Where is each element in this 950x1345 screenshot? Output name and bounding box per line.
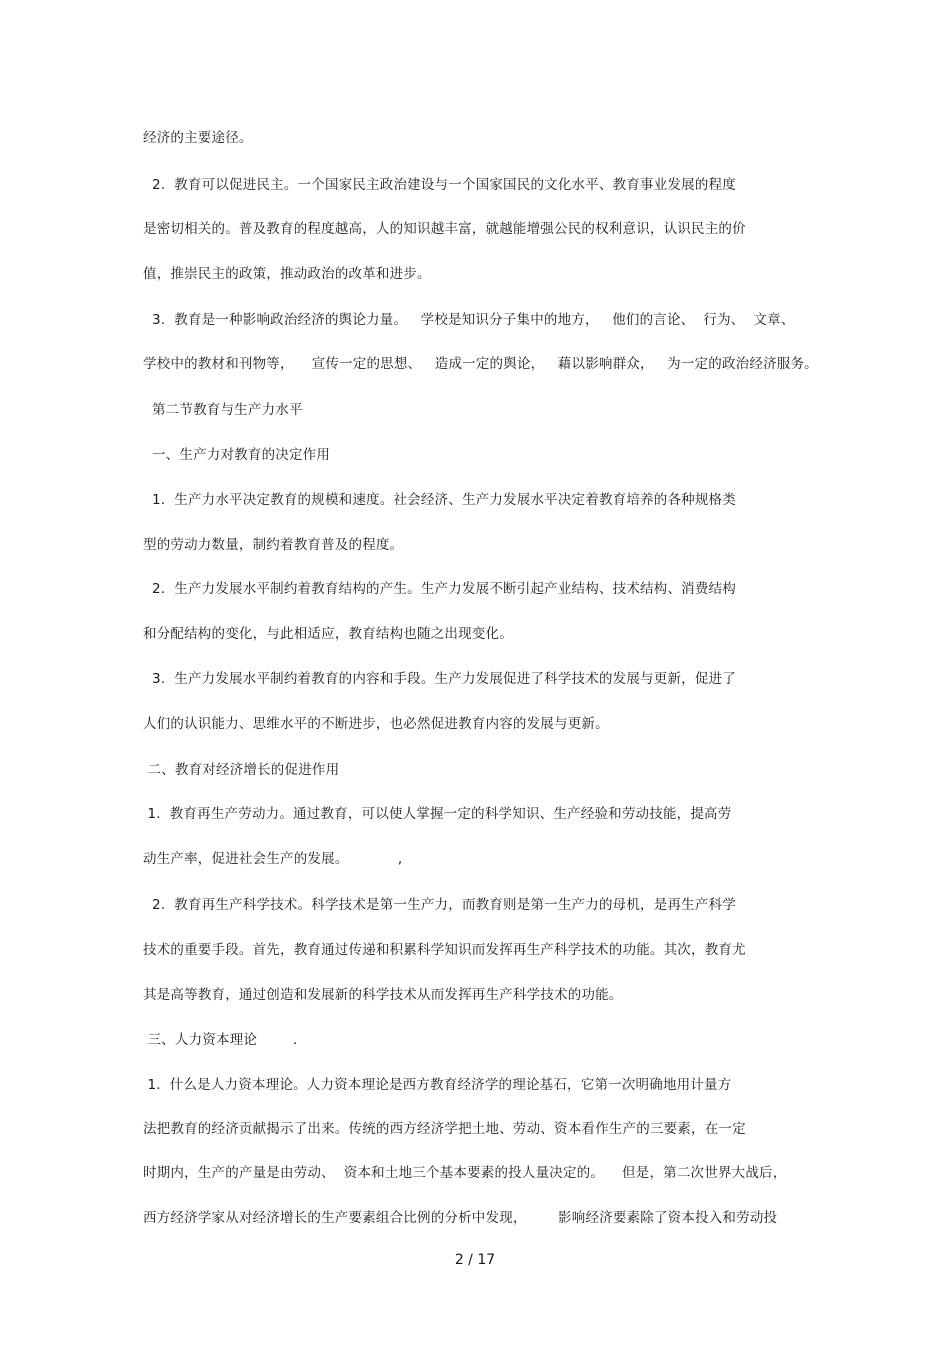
section-heading: 第二节教育与生产力水平 (143, 402, 303, 418)
text-line: 型的劳动力数量，制约着教育普及的程度。 (143, 537, 404, 553)
text-line: 法把教育的经济贡献揭示了出来。传统的西方经济学把土地、劳动、资本看作生产的三要素，在一定 (143, 1121, 746, 1137)
text-line: 3. 教育是一种影响政治经济的舆论力量。 学校是知识分子集中的地方， 他们的言论、 行为、 文章、 (143, 312, 795, 328)
subsection-heading: 三、人力资本理论 . (143, 1032, 298, 1048)
text-line: 值，推崇民主的政策，推动政治的改革和进步。 (143, 266, 431, 282)
text-line: 西方经济学家从对经济增长的生产要素组合比例的分析中发现， 影响经济要素除了资本投入和劳动投 (143, 1210, 778, 1226)
text-line: 2. 教育再生产科学技术。科学技术是第一生产力，而教育则是第一生产力的母机，是再生产科学 (143, 897, 736, 913)
subsection-heading: 一、生产力对教育的决定作用 (143, 447, 331, 463)
text-line: 是密切相关的。普及教育的程度越高，人的知识越丰富，就越能增强公民的权利意识，认识民主的价 (143, 221, 746, 237)
text-line: 时期内，生产的产量是由劳动、 资本和土地三个基本要素的投人量决定的。 但是，第二次世界大战后， (143, 1165, 787, 1181)
text-line: 动生产率，促进社会生产的发展。 , (143, 851, 403, 867)
subsection-heading: 二、教育对经济增长的促进作用 (143, 762, 340, 778)
text-line: 2. 生产力发展水平制约着教育结构的产生。生产力发展不断引起产业结构、技术结构、消费结构 (143, 581, 736, 597)
text-line: 技术的重要手段。首先，教育通过传递和积累科学知识而发挥再生产科学技术的功能。其次，教育尤 (143, 942, 746, 958)
page-number: 2 / 17 (454, 1252, 496, 1268)
text-line: 经济的主要途径。 (143, 130, 253, 146)
text-line: 1. 教育再生产劳动力。通过教育，可以使人掌握一定的科学知识、生产经验和劳动技能，提高劳 (143, 806, 732, 822)
text-line: 和分配结构的变化，与此相适应，教育结构也随之出现变化。 (143, 626, 513, 642)
text-line: 1. 生产力水平决定教育的规模和速度。社会经济、生产力发展水平决定着教育培养的各种规格类 (143, 492, 736, 508)
text-line: 学校中的教材和刊物等， 宣传一定的思想、 造成一定的舆论， 藉以影响群众， 为一定的政治经济服务。 (143, 356, 818, 372)
text-line: 2. 教育可以促进民主。一个国家民主政治建设与一个国家国民的文化水平、教育事业发展的程度 (143, 177, 736, 193)
text-line: 其是高等教育，通过创造和发展新的科学技术从而发挥再生产科学技术的功能。 (143, 987, 623, 1003)
text-line: 1. 什么是人力资本理论。人力资本理论是西方教育经济学的理论基石，它第一次明确地用计量方 (143, 1077, 732, 1093)
text-line: 3. 生产力发展水平制约着教育的内容和手段。生产力发展促进了科学技术的发展与更新，促进了 (143, 671, 736, 687)
text-line: 人们的认识能力、思维水平的不断进步，也必然促进教育内容的发展与更新。 (143, 716, 609, 732)
